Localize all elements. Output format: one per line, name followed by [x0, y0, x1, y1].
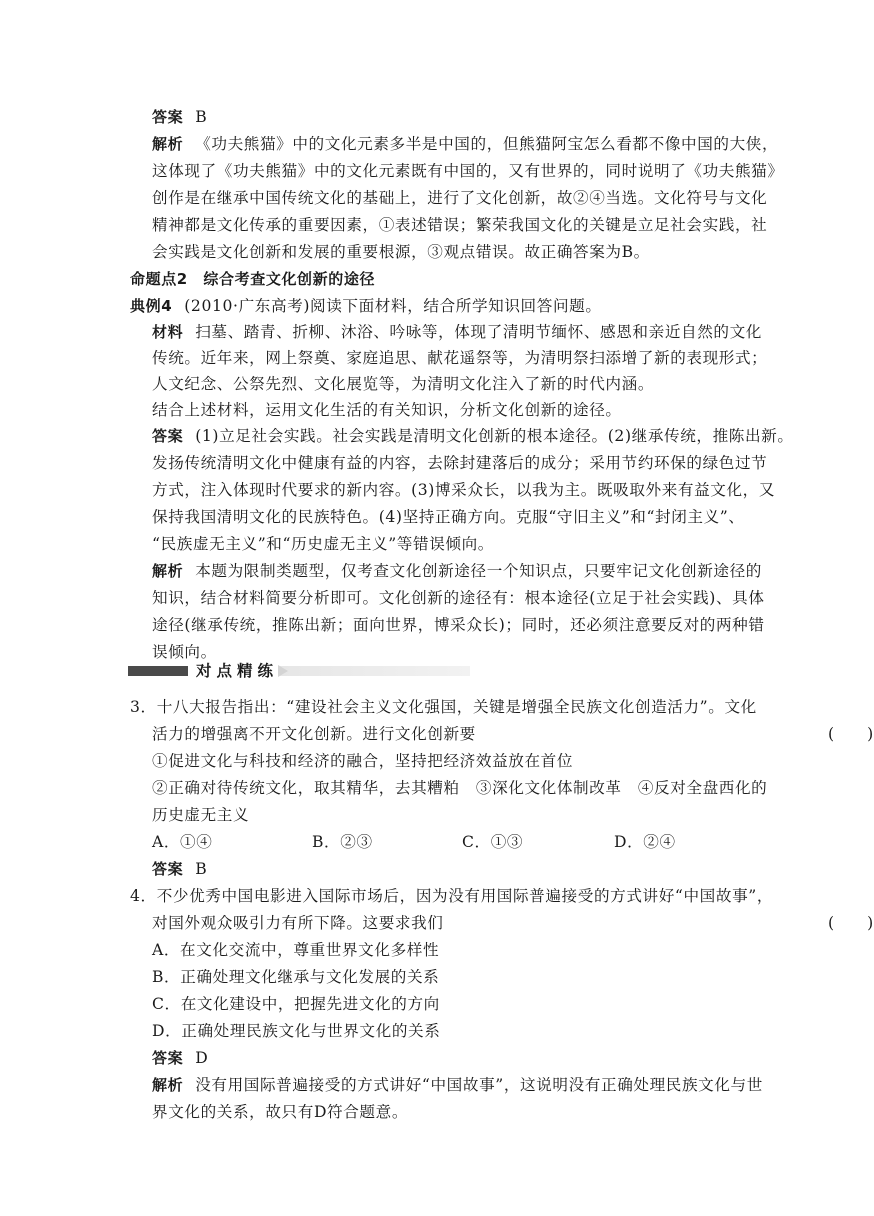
section-arrow-icon	[278, 665, 288, 677]
q4-analysis-label: 解析	[152, 1076, 184, 1094]
example-answer-line: 方式，注入体现时代要求的新内容。(3)博采众长，以我为主。既吸取外来有益文化，又	[152, 481, 776, 499]
material-line: 人文纪念、公祭先烈、文化展览等，为清明文化注入了新的时代内涵。	[152, 375, 655, 393]
example-analysis-label: 解析	[152, 562, 184, 580]
q4-answer-blank: ( )	[828, 914, 874, 932]
q3-line: 3．十八大报告指出：“建设社会主义文化强国，关键是增强全民族文化创造活力”。文化	[130, 698, 757, 716]
q4-answer-row	[152, 1046, 208, 1070]
q3-option-d[interactable]: D．②④	[614, 833, 676, 851]
q4-analysis-line	[152, 1073, 763, 1097]
analysis-line: 创作是在继承中国传统文化的基础上，进行了文化创新，故②④当选。文化符号与文化	[152, 189, 768, 207]
example-answer-line: 保持我国清明文化的民族特色。(4)坚持正确方向。克服“守旧主义”和“封闭主义”、	[152, 508, 745, 526]
q4-line	[152, 911, 874, 935]
q4-analysis-line: 界文化的关系，故只有D符合题意。	[152, 1103, 409, 1121]
topic-heading: 命题点2 综合考查文化创新的途径	[130, 270, 376, 288]
q4-answer-label: 答案	[152, 1049, 184, 1067]
material-label: 材料	[152, 323, 184, 341]
example-analysis-line: 途径(继承传统，推陈出新；面向世界，博采众长)；同时，还必须注意要反对的两种错	[152, 616, 765, 634]
example-answer-label: 答案	[152, 427, 184, 445]
q4-option-b[interactable]: B．正确处理文化继承与文化发展的关系	[152, 968, 440, 986]
example-answer-text: (1)立足社会实践。社会实践是清明文化创新的根本途径。(2)继承传统，推陈出新。	[195, 427, 794, 445]
example-analysis-line: 知识，结合材料简要分析即可。文化创新的途径有：根本途径(立足于社会实践)、具体	[152, 589, 765, 607]
q3-answer-blank: ( )	[828, 725, 874, 743]
q3-statement: ①促进文化与科技和经济的融合，坚持把经济效益放在首位	[152, 752, 574, 770]
analysis-text: 《功夫熊猫》中的文化元素多半是中国的，但熊猫阿宝怎么看都不像中国的大侠，	[195, 135, 779, 153]
material-text: 扫墓、踏青、折柳、沐浴、吟咏等，体现了清明节缅怀、感恩和亲近自然的文化	[195, 323, 762, 341]
material-line: 传统。近年来，网上祭奠、家庭追思、献花遥祭等，为清明祭扫添增了新的表现形式；	[152, 349, 768, 367]
section-banner	[128, 662, 470, 680]
example-analysis-line	[152, 559, 762, 583]
q4-option-a[interactable]: A．在文化交流中，尊重世界文化多样性	[152, 941, 440, 959]
example-answer-line: 发扬传统清明文化中健康有益的内容，去除封建落后的成分；采用节约环保的绿色过节	[152, 454, 768, 472]
analysis-line	[152, 132, 778, 156]
example-header	[130, 294, 602, 318]
example-source: (2010·广东高考)阅读下面材料，结合所学知识回答问题。	[184, 297, 602, 315]
example-analysis-line: 误倾向。	[152, 643, 217, 661]
q3-line	[152, 722, 874, 746]
example-answer-line	[152, 424, 794, 448]
example-answer-line: “民族虚无主义”和“历史虚无主义”等错误倾向。	[152, 535, 494, 553]
analysis-line: 精神都是文化传承的重要因素，①表述错误；繁荣我国文化的关键是立足社会实践，社	[152, 216, 768, 234]
q3-option-a[interactable]: A．①④	[152, 833, 213, 851]
q3-answer-value: B	[195, 860, 208, 878]
section-bar-light	[278, 666, 470, 676]
q4-answer-value: D	[195, 1049, 209, 1067]
example-label: 典例4	[130, 297, 173, 315]
q3-text: 活力的增强离不开文化创新。进行文化创新要	[152, 725, 476, 743]
q3-option-b[interactable]: B．②③	[312, 833, 373, 851]
q3-statement: 历史虚无主义	[152, 806, 250, 824]
material-line	[152, 320, 762, 344]
analysis-line: 会实践是文化创新和发展的重要根源，③观点错误。故正确答案为B。	[152, 243, 650, 261]
section-bar-dark	[128, 666, 188, 676]
answer-row	[152, 105, 207, 129]
q4-text: 对国外观众吸引力有所下降。这要求我们	[152, 914, 444, 932]
analysis-line: 这体现了《功夫熊猫》中的文化元素既有中国的，又有世界的，同时说明了《功夫熊猫》	[152, 162, 784, 180]
q4-option-d[interactable]: D．正确处理民族文化与世界文化的关系	[152, 1022, 441, 1040]
answer-value: B	[195, 108, 208, 126]
analysis-label: 解析	[152, 135, 184, 153]
example-analysis-text: 本题为限制类题型，仅考查文化创新途径一个知识点，只要牢记文化创新途径的	[195, 562, 762, 580]
question-line: 结合上述材料，运用文化生活的有关知识，分析文化创新的途径。	[152, 401, 622, 419]
q3-answer-label: 答案	[152, 860, 184, 878]
section-title: 对点精练	[196, 662, 279, 680]
q3-statement: ②正确对待传统文化，取其精华，去其糟粕 ③深化文化体制改革 ④反对全盘西化的	[152, 779, 768, 797]
q4-analysis-text: 没有用国际普遍接受的方式讲好“中国故事”，这说明没有正确处理民族文化与世	[195, 1076, 763, 1094]
q3-answer-row	[152, 857, 207, 881]
answer-label: 答案	[152, 108, 184, 126]
q3-option-c[interactable]: C．①③	[462, 833, 524, 851]
q4-option-c[interactable]: C．在文化建设中，把握先进文化的方向	[152, 995, 440, 1013]
q4-line: 4．不少优秀中国电影进入国际市场后，因为没有用国际普遍接受的方式讲好“中国故事”，	[130, 887, 774, 905]
